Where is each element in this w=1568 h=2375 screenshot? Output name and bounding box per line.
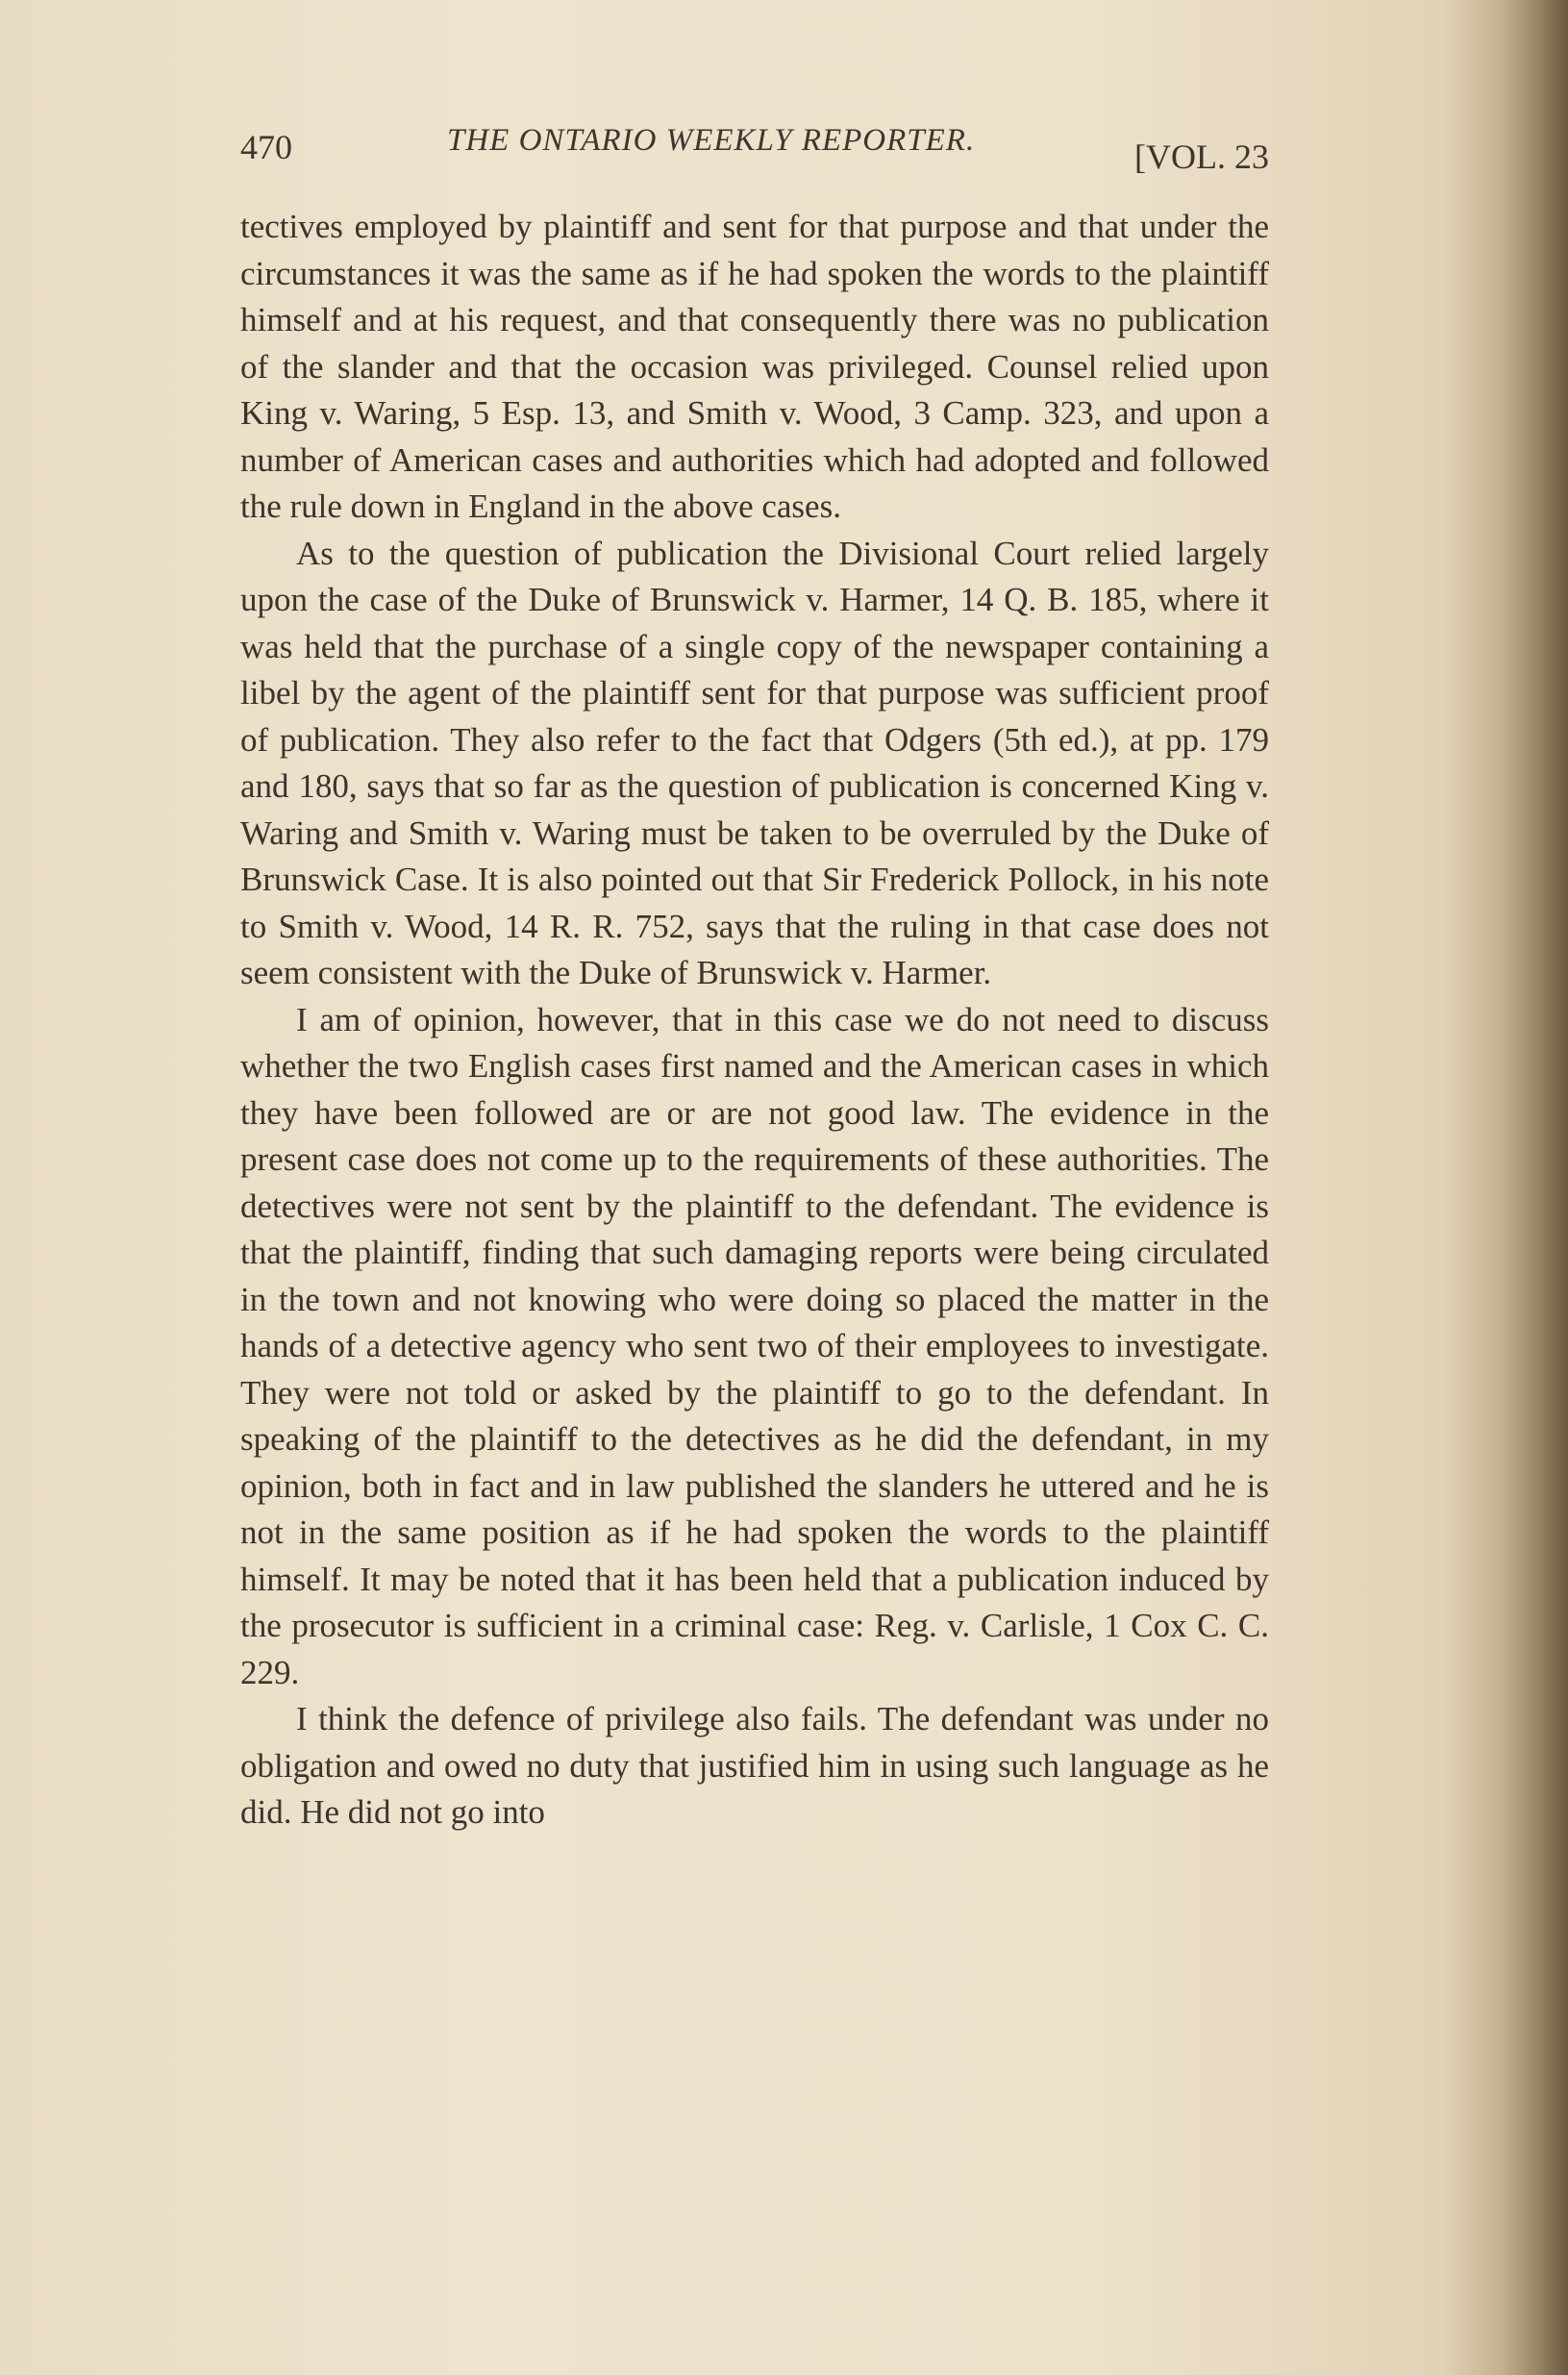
paragraph-2: As to the question of publication the Divisional Court relied largely upon the case of the Duke of Brunswick v. Harmer, 14 Q. B. 185, where it was held that the purchase of a single copy of the newspaper containing a libel by the agent of the plaintiff sent for that purpose was sufficient proof of publication. They also refer to the fact that Odgers (5th ed.), at pp. 179 and 180, says that so far as the question of publication is concerned King v. Waring and Smith v. Waring must be taken to be overruled by the Duke of Brunswick Case. It is also pointed out that Sir Frederick Pollock, in his note to Smith v. Wood, 14 R. R. 752, says that the ruling in that case does not seem consistent with the Duke of Brunswick v. Harmer. — [240, 534, 1269, 991]
paragraph-4: I think the defence of privilege also fails. The defendant was under no obligation and owed no duty that justified him in using such language as he did. He did not go into — [240, 1700, 1269, 1831]
page-number: 470 — [240, 128, 292, 166]
running-header — [240, 123, 1269, 181]
paragraph-1: tectives employed by plaintiff and sent for that purpose and that under the circumstances it was the same as if he had spoken the words to the plaintiff himself and at his request, and that consequently there was no publication of the slander and that the occasion was privileged. Counsel relied upon King v. Waring, 5 Esp. 13, and Smith v. Wood, 3 Camp. 323, and upon a number of American cases and authorities which had adopted and followed the rule down in England in the above cases. — [240, 208, 1269, 525]
page-body — [240, 204, 1269, 1837]
running-title: THE ONTARIO WEEKLY REPORTER. — [447, 123, 976, 158]
paragraph-3: I am of opinion, however, that in this case we do not need to discuss whether the two English cases first named and the American cases in which they have been followed are or are not good law. The evidence in the present case does not come up to the requirements of these authorities. The detectives were not sent by the plaintiff to the defendant. The evidence is that the plaintiff, finding that such damaging reports were being circulated in the town and not knowing who were doing so placed the matter in the hands of a detective agency who sent two of their employees to investigate. They were not told or asked by the plaintiff to go to the defendant. In speaking of the plaintiff to the detectives as he did the defendant, in my opinion, both in fact and in law published the slanders he uttered and he is not in the same position as if he had spoken the words to the plaintiff himself. It may be noted that it has been held that a publication induced by the prosecutor is sufficient in a criminal case: Reg. v. Carlisle, 1 Cox C. C. 229. — [240, 1000, 1269, 1691]
volume-label: [VOL. 23 — [1134, 138, 1269, 176]
